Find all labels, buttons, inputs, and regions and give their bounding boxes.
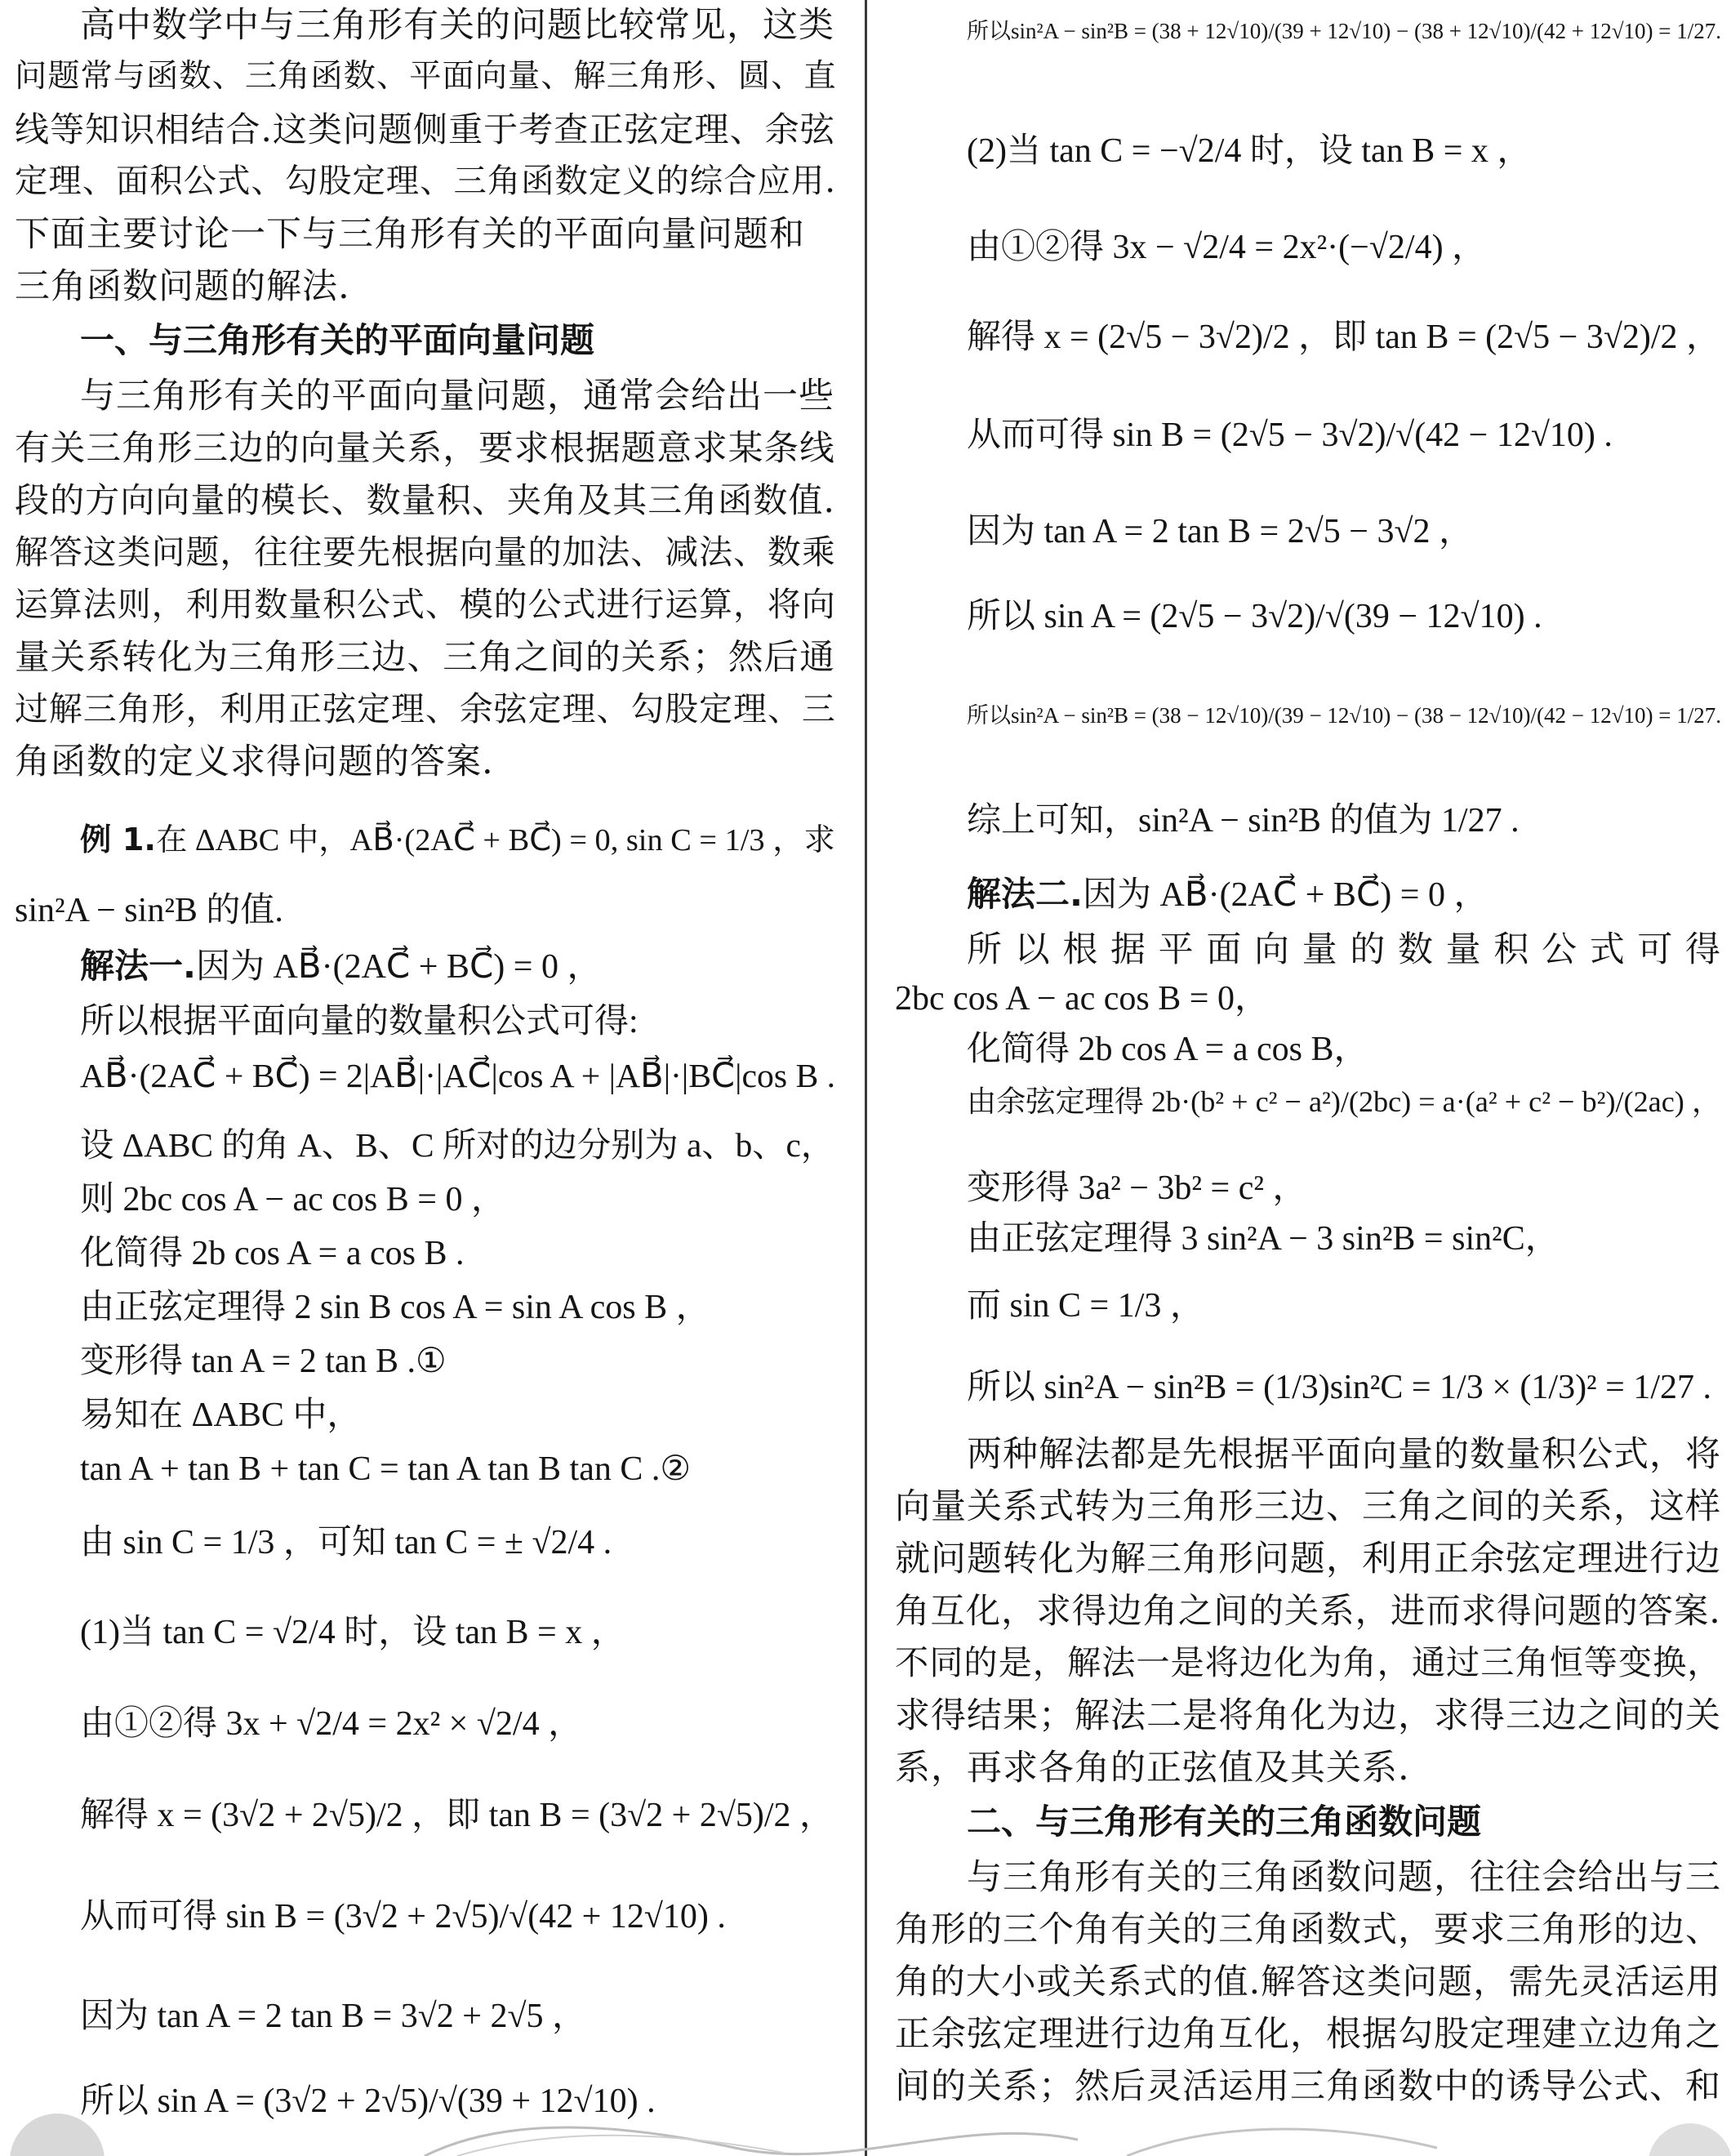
math-line xyxy=(967,1287,1204,1325)
text-line xyxy=(895,2016,1721,2054)
line-text: 段的方向向量的模长、数量积、夹角及其三角函数值. xyxy=(15,480,835,520)
math-line xyxy=(967,802,1520,840)
line-text: 在 ΔABC 中，AB⃗·(2AC⃗ + BC⃗) = 0, sin C = 1/3 ，求 xyxy=(155,823,835,858)
math-line xyxy=(967,704,1721,728)
text-line xyxy=(895,1488,1721,1526)
line-text: 问题常与函数、三角函数、平面向量、解三角形、圆、直 xyxy=(15,58,837,95)
text-line xyxy=(895,1911,1721,1949)
line-text: 线等知识相结合.这类问题侧重于考查正弦定理、余弦 xyxy=(15,109,835,149)
text-line xyxy=(15,534,836,571)
line-text: 则 2bc cos A − ac cos B = 0 ， xyxy=(80,1181,505,1218)
line-text: 与三角形有关的三角函数问题，往往会给出与三 xyxy=(967,1857,1721,1898)
line-text: 运算法则，利用数量积公式、模的公式进行运算，将向 xyxy=(15,585,836,624)
text-line xyxy=(895,1963,1721,2002)
math-line xyxy=(967,875,1488,914)
math-line xyxy=(967,132,1531,170)
line-text: 解得 x = (2√5 − 3√2)/2 ，即 tan B = (2√5 − 3√2)/2 ， xyxy=(967,318,1721,356)
text-line xyxy=(15,216,805,254)
line-text: 化简得 2b cos A = a cos B . xyxy=(80,1235,465,1272)
line-text: 由正弦定理得 3 sin²A − 3 sin²B = sin²C， xyxy=(967,1220,1560,1258)
math-line xyxy=(80,1998,586,2035)
line-text: 由 sin C = 1/3 ，可知 tan C = ± √2/4 . xyxy=(80,1524,612,1561)
line-text: (2)当 tan C = −√2/4 时，设 tan B = x ， xyxy=(967,132,1532,170)
line-text: 不同的是，解法一是将边化为角，通过三角恒等变换， xyxy=(895,1643,1722,1682)
text-line xyxy=(15,163,836,199)
math-line xyxy=(80,823,835,858)
line-text: 综上可知，sin²A − sin²B 的值为 1/27 . xyxy=(967,802,1520,840)
footer-blob-left xyxy=(10,2114,105,2156)
line-text: 与三角形有关的平面向量问题，通常会给出一些 xyxy=(80,376,834,416)
solution-label: 解法二. xyxy=(967,874,1083,914)
math-line xyxy=(967,1031,1368,1068)
math-line xyxy=(967,598,1542,635)
text-line xyxy=(15,586,836,623)
math-line xyxy=(967,1086,1721,1119)
line-text: 设 ΔABC 的角 A、B、C 所对的边分别为 a、b、c， xyxy=(80,1126,835,1164)
math-line xyxy=(80,1058,835,1096)
text-line xyxy=(15,691,836,728)
line-text: 三角函数问题的解法. xyxy=(15,266,350,307)
text-line xyxy=(895,1645,1722,1682)
math-line xyxy=(80,1524,612,1561)
math-line xyxy=(15,892,283,929)
text-line xyxy=(895,1540,1721,1579)
text-line xyxy=(895,1592,1721,1631)
line-text: 由①②得 3x − √2/4 = 2x²·(−√2/4) ， xyxy=(967,229,1487,266)
line-text: 正余弦定理进行边角互化，根据勾股定理建立边角之 xyxy=(895,2014,1721,2055)
line-text: 因为 AB⃗·(2AC⃗ + BC⃗) = 0 ， xyxy=(195,948,602,986)
line-text: 下面主要讨论一下与三角形有关的平面向量问题和 xyxy=(15,214,805,255)
text-line xyxy=(15,639,835,677)
line-text: 而 sin C = 1/3 ， xyxy=(967,1287,1204,1325)
line-text: 定理、面积公式、勾股定理、三角函数定义的综合应用. xyxy=(15,162,837,200)
math-line xyxy=(80,1396,361,1434)
math-line xyxy=(80,1705,582,1743)
footer-curve-3 xyxy=(1127,2129,1437,2156)
column-divider xyxy=(865,0,867,2156)
line-text: 向量关系式转为三角形三边、三角之间的关系，这样 xyxy=(895,1486,1721,1527)
math-line xyxy=(80,1289,710,1326)
footer-decoration xyxy=(0,2091,1731,2156)
line-text: sin²A − sin²B 的值. xyxy=(15,892,283,929)
line-text: 所 以 根 据 平 面 向 量 的 数 量 积 公 式 可 得 xyxy=(967,929,1722,970)
footer-curve-2 xyxy=(457,2136,784,2156)
math-line xyxy=(80,1614,625,1651)
solution-label: 例 1. xyxy=(80,822,156,858)
line-text: 因为 AB⃗·(2AC⃗ + BC⃗) = 0 ， xyxy=(1082,876,1488,914)
text-line xyxy=(15,482,835,519)
line-text: 两种解法都是先根据平面向量的数量积公式，将 xyxy=(967,1434,1721,1475)
text-line xyxy=(15,268,350,306)
line-text: 易知在 ΔABC 中， xyxy=(80,1396,362,1434)
math-line xyxy=(80,947,601,986)
text-line xyxy=(967,1859,1721,1897)
text-line xyxy=(80,377,834,416)
line-text: AB⃗·(2AC⃗ + BC⃗) = 2|AB⃗|·|AC⃗|cos A + |AB⃗|·|BC⃗|cos B . xyxy=(80,1058,836,1095)
line-text: 间的关系；然后灵活运用三角函数中的诱导公式、和 xyxy=(895,2066,1721,2107)
text-line xyxy=(15,743,494,782)
solution-label: 解法一. xyxy=(80,946,196,986)
line-text: 所以 sin A = (3√2 + 2√5)/√(39 + 12√10) . xyxy=(80,2082,656,2120)
line-text: 二、与三角形有关的三角函数问题 xyxy=(967,1802,1482,1842)
math-line xyxy=(80,1450,691,1488)
line-text: 求得结果；解法二是将角化为边，求得三边之间的关 xyxy=(895,1695,1721,1736)
line-text: 就问题转化为解三角形问题，利用正余弦定理进行边 xyxy=(895,1539,1721,1579)
math-line xyxy=(80,1181,505,1218)
text-line xyxy=(80,7,834,45)
line-text: 变形得 tan A = 2 tan B .① xyxy=(80,1343,447,1380)
math-line xyxy=(967,1220,1560,1258)
line-text: 所以根据平面向量的数量积公式可得: xyxy=(80,1003,639,1040)
line-text: 角的大小或关系式的值.解答这类问题，需先灵活运用 xyxy=(895,1962,1721,2002)
math-line xyxy=(80,1127,834,1164)
math-line xyxy=(895,980,1269,1018)
line-text: 高中数学中与三角形有关的问题比较常见，这类 xyxy=(80,5,834,46)
math-line xyxy=(80,1898,726,1936)
line-text: (1)当 tan C = √2/4 时，设 tan B = x ， xyxy=(80,1614,625,1651)
line-text: 所以sin²A − sin²B = (38 − 12√10)/(39 − 12√10) − (38 − 12√10)/(42 − 12√10) = 1/27. xyxy=(967,703,1721,728)
line-text: 变形得 3a² − 3b² = c² ， xyxy=(967,1169,1307,1207)
line-text: 有关三角形三边的向量关系，要求根据题意求某条线 xyxy=(15,428,835,469)
line-text: 从而可得 sin B = (2√5 − 3√2)/√(42 − 12√10) . xyxy=(967,416,1613,454)
line-text: 2bc cos A − ac cos B = 0， xyxy=(895,980,1269,1018)
section-heading xyxy=(967,1803,1481,1841)
line-text: 从而可得 sin B = (3√2 + 2√5)/√(42 + 12√10) . xyxy=(80,1898,726,1936)
math-line xyxy=(80,1343,447,1380)
text-line xyxy=(15,59,837,94)
line-text: 角互化，求得边角之间的关系，进而求得问题的答案. xyxy=(895,1591,1721,1631)
math-line xyxy=(967,1169,1306,1207)
line-text: 所以 sin A = (2√5 − 3√2)/√(39 − 12√10) . xyxy=(967,598,1542,635)
line-text: 由余弦定理得 2b·(b² + c² − a²)/(2bc) = a·(a² + c² − b²)/(2ac) ， xyxy=(967,1085,1721,1118)
line-text: 解得 x = (3√2 + 2√5)/2 ，即 tan B = (3√2 + 2√5)/2 ， xyxy=(80,1797,834,1834)
math-line xyxy=(80,1003,639,1040)
line-text: 因为 tan A = 2 tan B = 3√2 + 2√5 ， xyxy=(80,1998,586,2035)
math-line xyxy=(967,229,1486,266)
section-heading xyxy=(80,322,594,359)
text-line xyxy=(895,1697,1721,1735)
math-line xyxy=(80,1797,834,1834)
line-text: 因为 tan A = 2 tan B = 2√5 − 3√2 ， xyxy=(967,513,1473,550)
line-text: 化简得 2b cos A = a cos B， xyxy=(967,1031,1368,1068)
math-line xyxy=(967,513,1473,550)
math-line xyxy=(967,1369,1711,1406)
math-line xyxy=(80,1235,465,1272)
text-line xyxy=(967,1436,1721,1474)
line-text: 由①②得 3x + √2/4 = 2x² × √2/4 ， xyxy=(80,1705,583,1743)
math-line xyxy=(967,318,1720,356)
line-text: 所以sin²A − sin²B = (38 + 12√10)/(39 + 12√10) − (38 + 12√10)/(42 + 12√10) = 1/27. xyxy=(967,19,1721,43)
line-text: 一、与三角形有关的平面向量问题 xyxy=(80,320,595,360)
math-line xyxy=(967,20,1721,44)
line-text: tan A + tan B + tan C = tan A tan B tan C .② xyxy=(80,1450,692,1488)
line-text: 量关系转化为三角形三边、三角之间的关系；然后通 xyxy=(15,637,835,678)
line-text: 由正弦定理得 2 sin B cos A = sin A cos B ， xyxy=(80,1289,710,1326)
line-text: 过解三角形，利用正弦定理、余弦定理、勾股定理、三 xyxy=(15,689,836,728)
line-text: 角函数的定义求得问题的答案. xyxy=(15,742,494,782)
line-text: 所以 sin²A − sin²B = (1/3)sin²C = 1/3 × (1/3)² = 1/27 . xyxy=(967,1369,1712,1406)
footer-blob-right xyxy=(1648,2123,1731,2156)
line-text: 角形的三个角有关的三角函数式，要求三角形的边、 xyxy=(895,1909,1721,1950)
text-line xyxy=(895,1749,1410,1788)
line-text: 解答这类问题，往往要先根据向量的加法、减法、数乘 xyxy=(15,532,836,572)
text-line xyxy=(967,931,1721,969)
text-line xyxy=(15,430,835,468)
text-line xyxy=(15,111,835,149)
math-line xyxy=(967,416,1613,454)
line-text: 系，再求各角的正弦值及其关系. xyxy=(895,1748,1410,1788)
